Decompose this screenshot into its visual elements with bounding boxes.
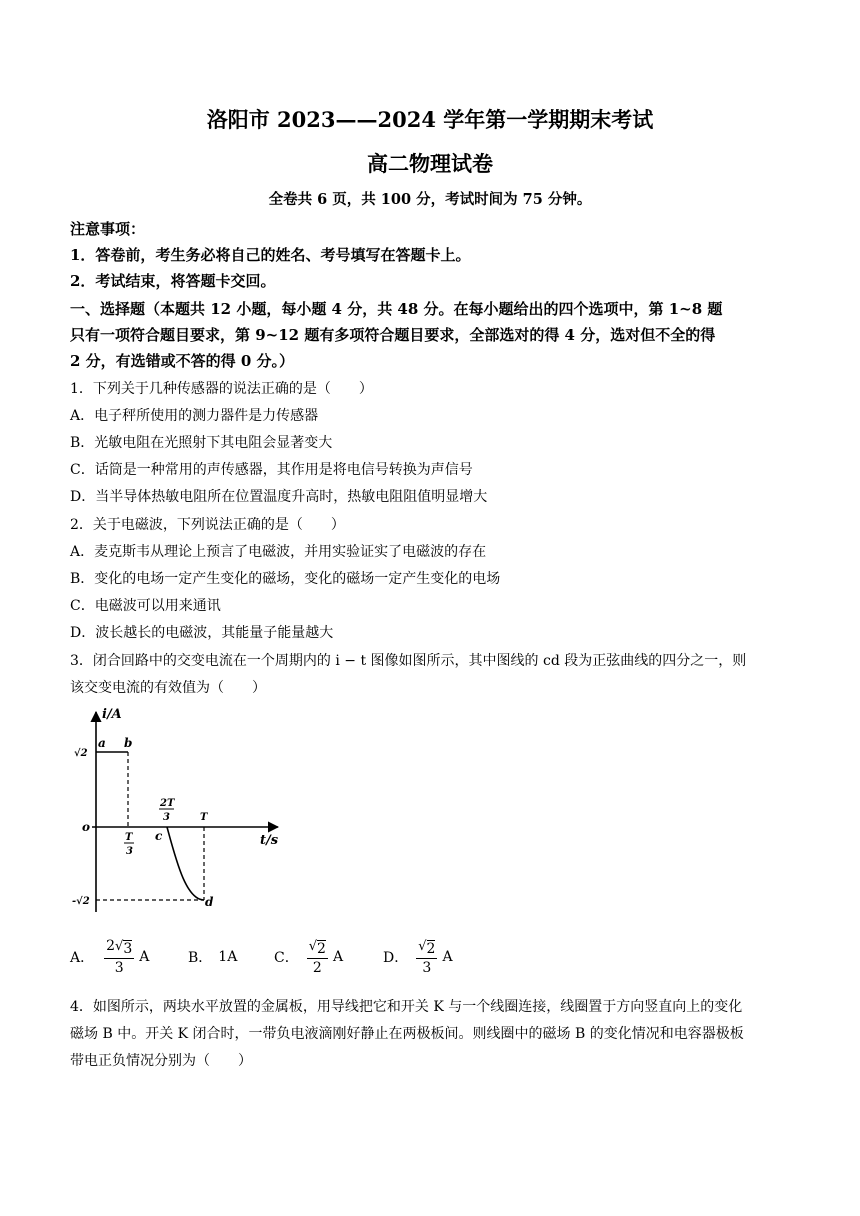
- q4-line-1: 4．如图所示，两块水平放置的金属板，用导线把它和开关 K 与一个线圈连接，线圈置于方向竖直向上的变化: [70, 999, 743, 1015]
- origin-label: o: [82, 820, 91, 834]
- q2-option-a: A．麦克斯韦从理论上预言了电磁波，并用实验证实了电磁波的存在: [70, 544, 487, 560]
- q2-stem: 2．关于电磁波，下列说法正确的是（ ）: [70, 517, 345, 533]
- q1-option-d: D．当半导体热敏电阻所在位置温度升高时，热敏电阻阻值明显增大: [70, 489, 488, 505]
- y-neg-label: -√2: [72, 896, 90, 907]
- notice-heading: 注意事项：: [70, 220, 146, 238]
- point-b: b: [124, 736, 133, 750]
- notice-item-1: 1．答卷前，考生务必将自己的姓名、考号填写在答题卡上。: [70, 246, 471, 264]
- tick-T: T: [200, 812, 208, 823]
- tick-2t3-den: 3: [163, 812, 170, 823]
- q1-stem: 1．下列关于几种传感器的说法正确的是（ ）: [70, 381, 373, 397]
- q3-it-graph: [72, 700, 302, 922]
- point-d: d: [205, 895, 214, 909]
- q2-option-b: B．变化的电场一定产生变化的磁场，变化的磁场一定产生变化的电场: [70, 571, 501, 587]
- point-a: a: [98, 736, 106, 750]
- exam-subject: 高二物理试卷: [367, 151, 493, 176]
- q1-option-c: C．话筒是一种常用的声传感器，其作用是将电信号转换为声信号: [70, 462, 473, 478]
- y-axis-label: i/A: [102, 707, 122, 722]
- tick-2t3-num: 2T: [160, 798, 175, 809]
- curve-cd: [167, 827, 204, 900]
- point-c: c: [155, 829, 163, 843]
- exam-title: 洛阳市 2023——2024 学年第一学期期末考试: [206, 107, 654, 132]
- q3-option-d: D． √ 2 3 A: [383, 939, 453, 976]
- q4-line-2: 磁场 B 中。开关 K 闭合时，一带负电液滴刚好静止在两极板间。则线圈中的磁场 B 的变化情况和电容器极板: [70, 1026, 744, 1042]
- section1-line-3: 2 分，有选错或不答的得 0 分。）: [70, 352, 295, 370]
- q4-line-3: 带电正负情况分别为（ ）: [70, 1053, 252, 1069]
- q3-option-a: A． 2 √ 3 3 A: [70, 938, 150, 976]
- q1-option-b: B．光敏电阻在光照射下其电阻会显著变大: [70, 435, 333, 451]
- section1-line-1: 一、选择题（本题共 12 小题，每小题 4 分，共 48 分。在每小题给出的四个选项中，第 1~8 题: [70, 300, 723, 318]
- q3-stem-line-1: 3．闭合回路中的交变电流在一个周期内的 i − t 图像如图所示，其中图线的 cd 段为正弦曲线的四分之一，则: [70, 653, 747, 669]
- q2-option-c: C．电磁波可以用来通讯: [70, 598, 221, 614]
- y-pos-label: √2: [74, 748, 88, 759]
- q3-options: [70, 932, 630, 982]
- exam-info: 全卷共 6 页，共 100 分，考试时间为 75 分钟。: [268, 191, 592, 208]
- q3-option-c: C． √ 2 2 A: [274, 939, 344, 976]
- tick-t3-num: T: [125, 832, 133, 843]
- tick-t3-den: 3: [126, 846, 133, 857]
- section1-line-2: 只有一项符合题目要求，第 9~12 题有多项符合题目要求，全部选对的得 4 分，选对但不全的得: [70, 326, 716, 344]
- notice-item-2: 2．考试结束，将答题卡交回。: [70, 272, 276, 290]
- q2-option-d: D．波长越长的电磁波，其能量子能量越大: [70, 625, 334, 641]
- q3-stem-line-2: 该交变电流的有效值为（ ）: [70, 680, 266, 696]
- x-axis-label: t/s: [260, 833, 279, 848]
- q3-option-b: B． 1A: [188, 949, 238, 966]
- q1-option-a: A．电子秤所使用的测力器件是力传感器: [70, 408, 319, 424]
